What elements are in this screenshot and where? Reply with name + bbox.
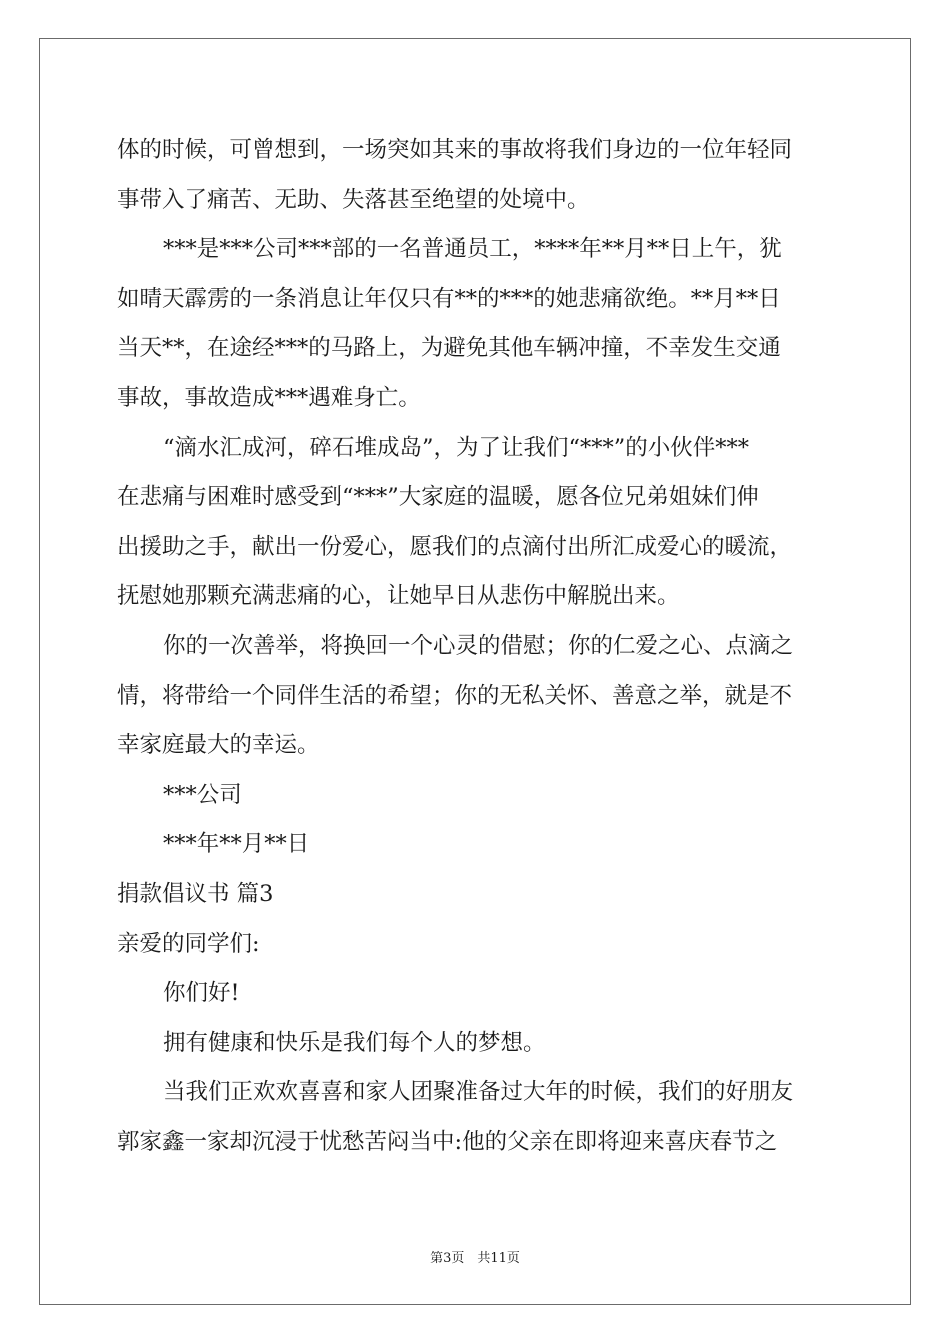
paragraph-start: 拥有健康和快乐是我们每个人的梦想。 bbox=[163, 1029, 546, 1056]
page-number-footer: 第3页 共11页 bbox=[430, 1251, 520, 1266]
text-line: 事带入了痛苦、无助、失落甚至绝望的处境中。 bbox=[117, 186, 590, 213]
text-line: 如晴天霹雳的一条消息让年仅只有**的***的她悲痛欲绝。**月**日 bbox=[117, 285, 781, 312]
text-line: 郭家鑫一家却沉浸于忧愁苦闷当中:他的父亲在即将迎来喜庆春节之 bbox=[117, 1128, 778, 1155]
text-line: 当天**，在途经***的马路上，为避免其他车辆冲撞，不幸发生交通 bbox=[117, 335, 781, 362]
signature-date: ***年**月**日 bbox=[163, 831, 310, 858]
text-line: 事故，事故造成***遇难身亡。 bbox=[117, 384, 421, 411]
text-line: 情，将带给一个同伴生活的希望；你的无私关怀、善意之举，就是不 bbox=[117, 682, 793, 709]
greeting: 你们好! bbox=[163, 980, 240, 1007]
paragraph-start: 当我们正欢欢喜喜和家人团聚准备过大年的时候，我们的好朋友 bbox=[163, 1079, 794, 1106]
paragraph-start: ***是***公司***部的一名普通员工，****年**月**日上午，犹 bbox=[163, 236, 782, 263]
text-line: 体的时候，可曾想到，一场突如其来的事故将我们身边的一位年轻同 bbox=[117, 137, 793, 163]
text-line: 幸家庭最大的幸运。 bbox=[117, 732, 320, 759]
document-body bbox=[117, 126, 835, 1167]
text-line: 在悲痛与困难时感受到“***”大家庭的温暖，愿各位兄弟姐妹们伸 bbox=[117, 484, 759, 511]
signature-company: ***公司 bbox=[163, 781, 242, 808]
section-heading: 捐款倡议书 篇3 bbox=[117, 880, 274, 907]
text-line: 抚慰她那颗充满悲痛的心，让她早日从悲伤中解脱出来。 bbox=[117, 583, 680, 610]
text-line: 出援助之手，献出一份爱心，愿我们的点滴付出所汇成爱心的暖流， bbox=[117, 533, 793, 560]
paragraph-start: 你的一次善举，将换回一个心灵的借慰；你的仁爱之心、点滴之 bbox=[163, 632, 794, 659]
salutation: 亲爱的同学们: bbox=[117, 930, 260, 957]
paragraph-start: “滴水汇成河，碎石堆成岛”，为了让我们“***”的小伙伴*** bbox=[163, 434, 750, 461]
